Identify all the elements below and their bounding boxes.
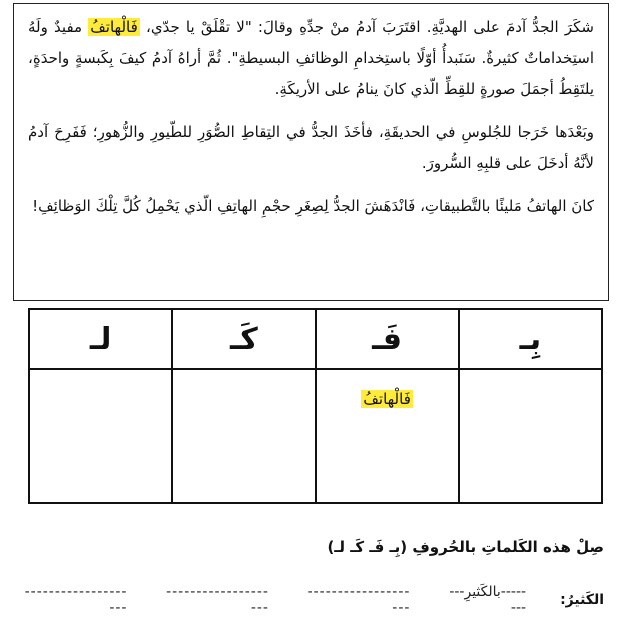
instruction: صِلْ هذه الكَلماتِ بالحُروفِ (بِـ فَـ كَـ لـ) bbox=[327, 538, 604, 556]
letters-table bbox=[28, 308, 603, 504]
blank-line[interactable]: -------------------- bbox=[166, 584, 269, 616]
story-paragraph-1 bbox=[28, 12, 594, 105]
header-letter-lam: لـ bbox=[29, 309, 172, 369]
highlighted-word: فَالْهاتفُ bbox=[90, 18, 138, 36]
exercise-row bbox=[20, 584, 604, 616]
cell-lam[interactable] bbox=[29, 369, 172, 503]
story-paragraph-3: كانَ الهاتفُ مَليئًا بالتَّطبيقاتِ، فَانْدَهَشَ الجدُّ لِصِغَرِ حجْمِ الهاتِفِ الّذي يَحْمِلُ كُلَّ تِلْكَ الوَظائِفِ! bbox=[32, 197, 594, 215]
cell-fa[interactable] bbox=[316, 369, 459, 503]
highlighted-word: فَالْهاتفُ bbox=[363, 390, 411, 408]
story-paragraph-2: وبَعْدَها خَرَجا للجُلوسِ في الحديقَةِ، فأخَذَ الجدُّ في التِقاطِ الصُّوَرِ للطّيورِ والزُّهورِ؛ فَفَرِحَ آدمُ لأنَّهُ أدخَلَ على قلبِهِ السُّرورَ. bbox=[28, 123, 594, 172]
answer-line[interactable]: -----بالكَثيرِ------ bbox=[449, 584, 527, 616]
story-text: شكَرَ الجدُّ آدمَ على الهديَّةِ. اقتَرَبَ آدمُ منْ جدِّهِ وقالَ: "لا تقْلَقْ يا جدّي، bbox=[145, 18, 594, 36]
cell-ba[interactable] bbox=[459, 369, 602, 503]
cell-kaf[interactable] bbox=[172, 369, 315, 503]
exercise-word: الكَثيرُ: bbox=[560, 592, 604, 608]
story-box bbox=[13, 3, 609, 301]
header-letter-ba: بِـ bbox=[459, 309, 602, 369]
header-letter-fa: فَـ bbox=[316, 309, 459, 369]
story-text: مفيدٌ ولَهُ استِخداماتٌ كثيرةٌ. سَنَبدأُ أوّلًا باستِخدامِ الوظائفِ البسيطةِ". ثُمَّ أراهُ آدمُ كيفَ بِكَبسةٍ واحدَةٍ، يلتَقِطُ أجمَلَ صورةٍ للقِطِّ الّذي كانَ ينامُ على الأريكَةِ. bbox=[28, 18, 594, 98]
blank-line[interactable]: -------------------- bbox=[307, 584, 411, 616]
blank-line[interactable]: -------------------- bbox=[24, 584, 128, 616]
header-letter-kaf: كَـ bbox=[172, 309, 315, 369]
table-row bbox=[29, 369, 602, 503]
table-header-row bbox=[29, 309, 602, 369]
